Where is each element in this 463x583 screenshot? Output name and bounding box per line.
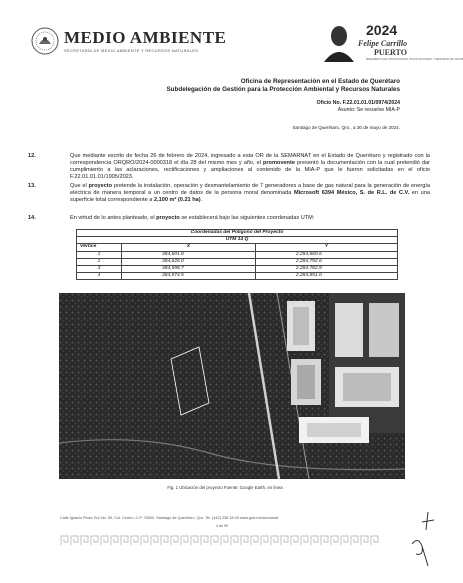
oficio-number: Oficio No. F.22.01.01.01/0974/2024 [316, 100, 400, 106]
brand-subtitle: SECRETARÍA DE MEDIO AMBIENTE Y RECURSOS NATURALES [64, 48, 199, 53]
paragraph-number: 14. [28, 215, 36, 221]
felipe-carrillo-logo [322, 22, 463, 66]
cell-vertex: 4 [77, 273, 122, 280]
paragraph-text: Que mediante escrito de fecha 26 de febrero de 2024, ingresado a esta OR de la SEMARNAT en el Estado de Querétaro y registrado con la correspondencia ORQRO/2024-0000318 el día 28 del mismo mes y año, el promovente presentó la documentación con la cual pretendió dar cumplimiento a las aclaraciones, rectificaciones y ampliaciones al contenido de la MIA-P que le fueron solicitadas en el oficio F.22.01.01.01/1905/2023. [70, 153, 430, 180]
office-heading [166, 78, 400, 94]
column-header-x: X [122, 244, 256, 251]
paragraph-number: 12. [28, 153, 36, 159]
document-date: Santiago de Querétaro, Qro., a 30 de mayo de 2024. [292, 125, 400, 130]
table-title-row [77, 237, 398, 244]
cell-vertex: 1 [77, 251, 122, 258]
table-subtitle: UTM 14 Q [77, 237, 398, 244]
table-header-row [77, 244, 398, 251]
table-title: Coordenadas del Polígono del Proyecto [77, 230, 398, 237]
cell-x: 384,601.8 [122, 251, 256, 258]
cell-y: 2,284,792.6 [255, 258, 397, 265]
footer-address: Calle Ignacio Pérez Sur No. 50, Col. Centro, C.P. 76000, Santiago de Querétaro, Qro. Tel. (442) 238 34 00 www.gob.mx/semarnat [60, 516, 279, 520]
paragraph-text: Que el proyecto pretende la instalación, operación y desmantelamiento de 7 generadores a base de gas natural para la generación de energía eléctrica de manera temporal a un centro de datos de la persona moral denominada Microsoft 6394 México, S. de R.L. de C.V. en una superficie total correspondiente a 2,100 m² (0.21 ha). [70, 183, 430, 203]
page-number: 4 de 90 [216, 524, 228, 528]
table-row [77, 251, 398, 258]
cell-x: 384,626.0 [122, 258, 256, 265]
table-row [77, 266, 398, 273]
cell-x: 384,574.5 [122, 273, 256, 280]
cell-y: 2,284,860.6 [255, 251, 397, 258]
cell-vertex: 3 [77, 266, 122, 273]
logo-year: 2024 [366, 22, 398, 38]
oficio-block [317, 100, 400, 113]
portrait-icon [322, 22, 356, 62]
cell-x: 384,598.7 [122, 266, 256, 273]
table-title-row [77, 230, 398, 237]
oficio-asunto: Asunto: Se resuelve MIA-P [337, 106, 400, 113]
office-line-2: Subdelegación de Gestión para la Protección Ambiental y Recursos Naturales [166, 86, 400, 93]
decorative-footer-band [60, 533, 380, 547]
cell-vertex: 2 [77, 258, 122, 265]
coordinates-table [76, 229, 398, 280]
handwritten-signature [398, 508, 440, 568]
figure-caption: Fig. 1 Ubicación del proyecto Fuente: Google Earth, en línea [167, 485, 283, 490]
office-line-1: Oficina de Representación en el Estado de Querétaro [240, 78, 400, 85]
cell-y: 2,284,851.0 [255, 273, 397, 280]
table-row [77, 258, 398, 265]
logo-subtitle: BENEMÉRITO DEL PROLETARIADO, REVOLUCIONARIO Y DEFENSOR DEL MAYAB [366, 58, 463, 61]
table-row [77, 273, 398, 280]
satellite-map-image [59, 293, 405, 479]
paragraph-number: 13. [28, 183, 36, 189]
logo-name-first: Felipe Carrillo [358, 39, 408, 48]
cell-y: 2,284,782.9 [255, 266, 397, 273]
paragraph-text: En virtud de lo antes planteado, el proyecto se establecerá bajo las siguientes coordenadas UTM: [70, 215, 315, 221]
national-seal-icon [30, 26, 60, 56]
logo-name-last: PUERTO [374, 48, 407, 57]
letterhead [30, 22, 463, 66]
column-header-y: Y [255, 244, 397, 251]
column-header-vertex: Vértice [77, 244, 122, 251]
brand-title: MEDIO AMBIENTE [64, 28, 227, 47]
